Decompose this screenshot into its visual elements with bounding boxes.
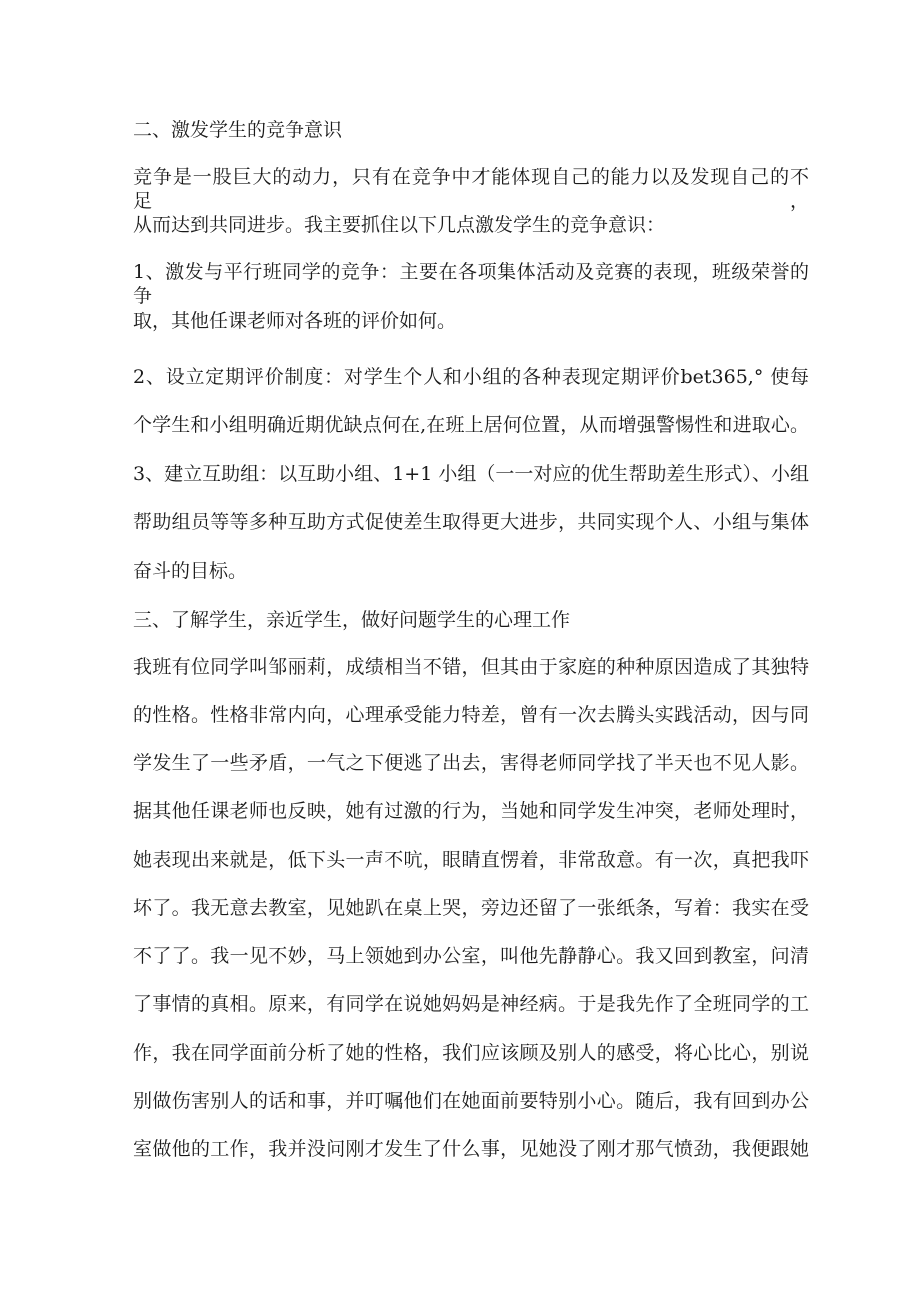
paragraph-line: 1、激发与平行班同学的竞争：主要在各项集体活动及竞赛的表现，班级荣誉的争 <box>133 261 809 307</box>
paragraph-line: 别做伤害别人的话和事，并叮嘱他们在她面前要特别小心。随后，我有回到办公 <box>133 1090 809 1112</box>
paragraph-line: 不了了。我一见不妙，马上领她到办公室，叫他先静静心。我又回到教室，问清 <box>133 945 809 967</box>
section-heading: 三、了解学生，亲近学生，做好问题学生的心理工作 <box>133 609 571 631</box>
paragraph-line: 取，其他任课老师对各班的评价如何。 <box>133 310 457 332</box>
paragraph-line: 了事情的真相。原来，有同学在说她妈妈是神经病。于是我先作了全班同学的工 <box>133 993 809 1015</box>
paragraph-line: 帮助组员等等多种互助方式促使差生取得更大进步，共同实现个人、小组与集体 <box>133 511 809 533</box>
paragraph-line: 奋斗的目标。 <box>133 560 248 582</box>
paragraph-line: 据其他任课老师也反映，她有过激的行为，当她和同学发生冲突，老师处理时， <box>133 800 809 822</box>
paragraph-line: 坏了。我无意去教室，见她趴在桌上哭，旁边还留了一张纸条，写着：我实在受 <box>133 897 809 919</box>
paragraph-line: 从而达到共同进步。我主要抓住以下几点激发学生的竞争意识： <box>133 214 666 236</box>
paragraph-line: 3、建立互助组：以互助小组、1+1 小组（一一对应的优生帮助差生形式）、小组 <box>133 463 809 485</box>
paragraph-line: 2、设立定期评价制度：对学生个人和小组的各种表现定期评价bet365,° 使每 <box>133 366 809 388</box>
paragraph-line: 她表现出来就是，低下头一声不吭，眼睛直愣着，非常敌意。有一次，真把我吓 <box>133 849 809 871</box>
paragraph-line: 作，我在同学面前分析了她的性格，我们应该顾及别人的感受，将心比心，别说 <box>133 1042 809 1064</box>
paragraph-line: 我班有位同学叫邹丽莉，成绩相当不错，但其由于家庭的种种原因造成了其独特 <box>133 656 809 678</box>
paragraph-line: 个学生和小组明确近期优缺点何在,在班上居何位置，从而增强警惕性和进取心。 <box>133 414 809 436</box>
paragraph-line: 学发生了一些矛盾，一气之下便逃了出去，害得老师同学找了半天也不见人影。 <box>133 752 809 774</box>
paragraph-line: 的性格。性格非常内向，心理承受能力特差，曾有一次去腾头实践活动，因与同 <box>133 704 809 726</box>
section-heading: 二、激发学生的竞争意识 <box>133 119 343 141</box>
paragraph-line: 竞争是一股巨大的动力，只有在竞争中才能体现自己的能力以及发现自己的不足， <box>133 166 809 212</box>
paragraph-line: 室做他的工作，我并没问刚才发生了什么事，见她没了刚才那气愤劲，我便跟她 <box>133 1138 809 1160</box>
